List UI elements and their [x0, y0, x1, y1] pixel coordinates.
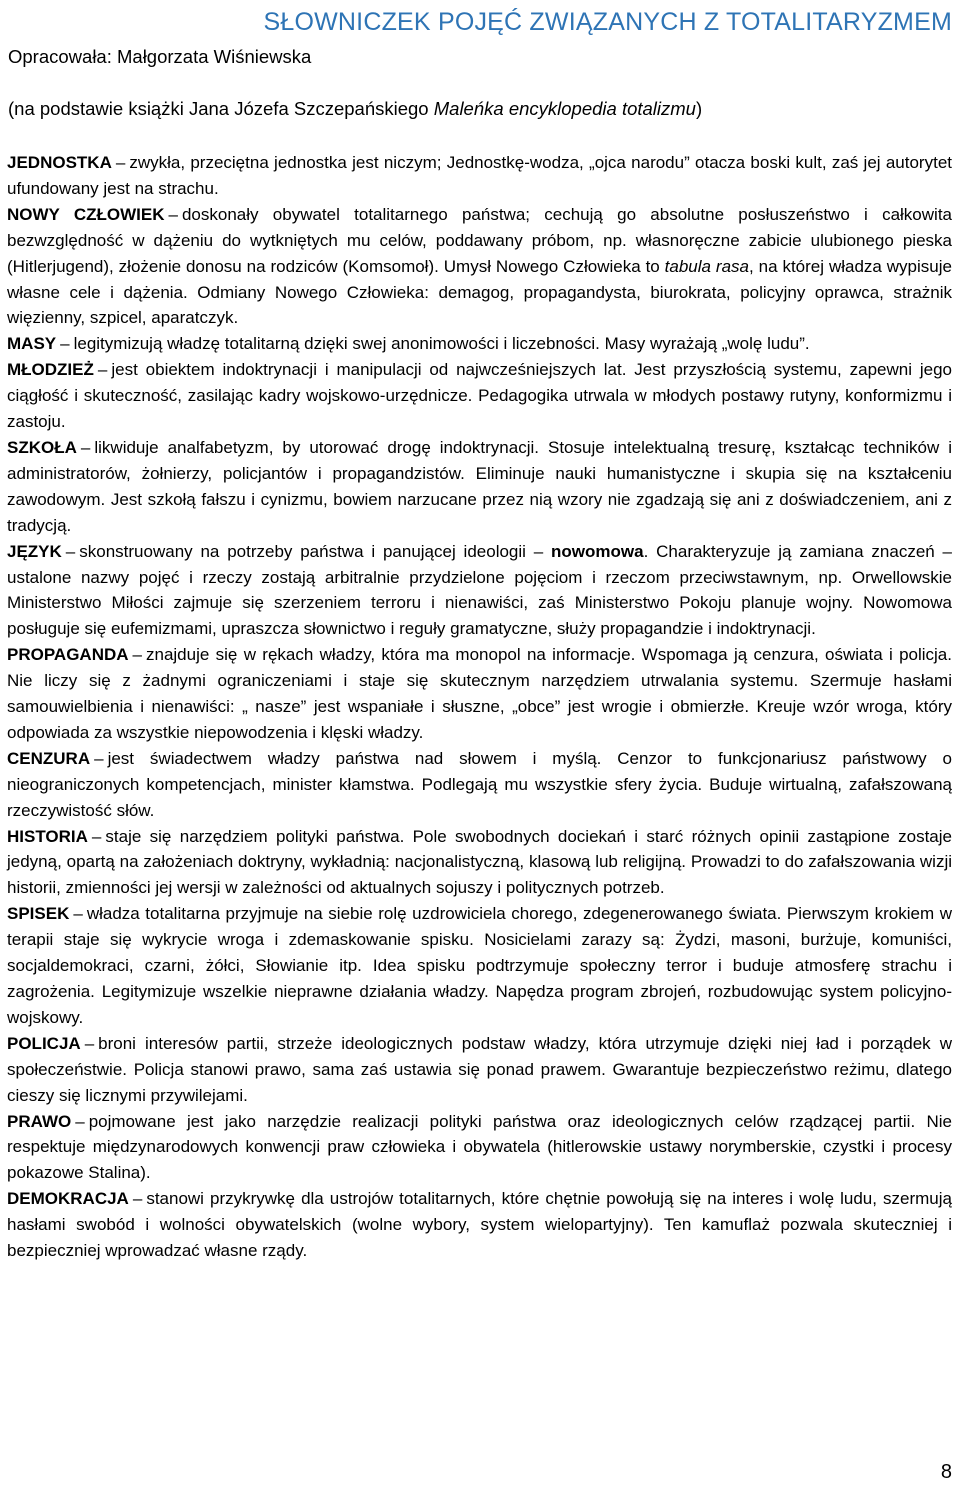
author-line: Opracowała: Małgorzata Wiśniewska	[8, 46, 312, 67]
entry-term: JĘZYK	[7, 541, 62, 561]
entry-definition: likwiduje analfabetyzm, by utorować drogę indoktrynacji. Stosuje intelektualną tresurę, kształcąc techników i administratorów, żołnierzy, policjantów i propagandzistów. Eliminuje nauki humanistyczne i skupia się na kształceniu zawodowym. Jest szkołą fałszu i cynizmu, bowiem narzucane przez nią wzory nie zgadzają się ani z doświadczeniem, ani z tradycją.	[7, 437, 952, 535]
entry-term: MASY	[7, 334, 57, 354]
document-title: SŁOWNICZEK POJĘĆ ZWIĄZANYCH Z TOTALITARYZMEM	[263, 8, 952, 36]
entry-term: JEDNOSTKA	[7, 153, 112, 172]
glossary-entry-szkola: SZKOŁA – likwiduje analfabetyzm, by utorować drogę indoktrynacji. Stosuje intelektualną tresurę, kształcąc techników i administratorów, żołnierzy, policjantów i propagandzistów. Eliminuje nauki humanistyczne i skupia się na kształceniu zawodowym. Jest szkołą fałszu i cynizmu, bowiem narzucane przez nią wzory nie zgadzają się ani z doświadczeniem, ani z tradycją.	[7, 437, 952, 535]
glossary-entry-cenzura: CENZURA – jest świadectwem władzy państwa nad słowem i myślą. Cenzor to funkcjonariusz państwowy o nieograniczonych kompetencjach, minister kłamstwa. Podlegają mu wszystkie sfery życia. Buduje wirtualną, zafałszowaną rzeczywistość słów.	[7, 748, 952, 820]
entry-term: POLICJA	[7, 1033, 81, 1053]
entry-definition-cont: . Charakteryzuje ją zamiana znaczeń – ustalone nazwy pojęć i rzeczy zostają arbitralnie przydzielone pojęciom i rzeczom przeciwstawnym, np. Orwellowskie Ministerstwo Miłości zajmuje się szerzeniem terroru i nienawiści, zaś Ministerstwo Pokoju planuje wojny. Nowomowa posługuje się eufemizmami, upraszcza słownictwo i reguły gramatyczne, służy propagandzie i indoktrynacji.	[7, 541, 952, 639]
entry-term: NOWY CZŁOWIEK	[7, 204, 165, 224]
glossary-entry-demokracja: DEMOKRACJA – stanowi przykrywkę dla ustrojów totalitarnych, które chętnie powołują się na interes i wolę ludu, szermują hasłami swobód i wolności obywatelskich (wolne wybory, system wielopartyjny). Ten kamuflaż pozwala skuteczniej i bezpieczniej wprowadzać własne rządy.	[7, 1189, 952, 1261]
glossary-entry-jezyk: JĘZYK – skonstruowany na potrzeby państwa i panującej ideologii – nowomowa. Charakteryzuje ją zamiana znaczeń – ustalone nazwy pojęć i rzeczy zostają arbitralnie przydzielone pojęciom i rzeczom przeciwstawnym, np. Orwellowskie Ministerstwo Miłości zajmuje się szerzeniem terroru i nienawiści, zaś Ministerstwo Pokoju planuje wojny. Nowomowa posługuje się eufemizmami, upraszcza słownictwo i reguły gramatyczne, służy propagandzie i indoktrynacji.	[7, 541, 952, 639]
entry-definition: legitymizują władzę totalitarną dzięki swej anonimowości i liczebności. Masy wyrażają „wolę ludu”.	[73, 334, 810, 354]
glossary-entry-nowy-czlowiek: NOWY CZŁOWIEK – doskonały obywatel totalitarnego państwa; cechują go absolutne posłuszeństwo i całkowita bezwzględność w dążeniu do wytkniętych mu celów, poddawany próbom, np. własnoręczne zabicie ulubionego pieska (Hitlerjugend), złożenie donosu na rodziców (Komsomoł). Umysł Nowego Człowieka to tabula rasa, na której władza wypisuje własne cele i dążenia. Odmiany Nowego Człowieka: demagog, propagandysta, biurokrata, policyjny oprawca, strażnik więzienny, szpicel, aparatczyk.	[7, 204, 952, 328]
entry-term: CENZURA	[7, 748, 91, 768]
entry-definition: władza totalitarna przyjmuje na siebie rolę uzdrowiciela chorego, zdegenerowanego świata. Pierwszym krokiem w terapii staje się wykrycie wroga i zdemaskowanie spisku. Nosicielami zarazy są: Żydzi, masoni, burżuje, komuniści, socjaldemokraci, czarni, żółci, Słowianie itp. Idea spisku podtrzymuje społeczny terror i buduje atmosferę strachu i zagrożenia. Legitymizuje wszelkie nieprawne działania władzy. Napędza program zbrojeń, rozbudowując system policyjno-wojskowy.	[7, 904, 952, 1027]
glossary-entry-prawo: PRAWO – pojmowane jest jako narzędzie realizacji polityki państwa oraz ideologicznych celów rządzącej partii. Nie respektuje międzynarodowych konwencji praw człowieka i obywatela (hitlerowskie ustawy norymberskie, czystki i procesy pokazowe Stalina).	[7, 1111, 952, 1183]
glossary-entry-masy: MASY – legitymizują władzę totalitarną dzięki swej anonimowości i liczebności. Masy wyrażają „wolę ludu”.	[7, 334, 810, 354]
glossary-entry-mlodziez: MŁODZIEŻ – jest obiektem indoktrynacji i manipulacji od najwcześniejszych lat. Jest przyszłością systemu, zapewni jego ciągłość i skuteczność, zasilając kadry wojskowo-urzędnicze. Pedagogika utrwala w młodych postawy rutyny, konformizmu i zastoju.	[7, 360, 952, 432]
entry-definition: doskonały obywatel totalitarnego państwa; cechują go absolutne posłuszeństwo i całkowita bezwzględność w dążeniu do wytkniętych mu celów, poddawany próbom, np. własnoręczne zabicie ulubionego pieska (Hitlerjugend), złożenie donosu na rodziców (Komsomoł). Umysł Nowego Człowieka to	[7, 204, 952, 276]
entry-definition: pojmowane jest jako narzędzie realizacji polityki państwa oraz ideologicznych celów rządzącej partii. Nie respektuje międzynarodowych konwencji praw człowieka i obywatela (hitlerowskie ustawy norymberskie, czystki i procesy pokazowe Stalina).	[7, 1111, 952, 1183]
glossary-entry-propaganda: PROPAGANDA – znajduje się w rękach władzy, która ma monopol na informacje. Wspomaga ją cenzura, oświata i policja. Nie liczy się z żadnymi ograniczeniami i staje się skutecznym narzędziem utrwalania systemu. Szermuje hasłami samouwielbienia i nienawiści: „ nasze” jest wspaniałe i słuszne, „obce” jest wrogie i obmierzłe. Kreuje wzór wroga, który odpowiada za wszystkie niepowodzenia i klęski władzy.	[7, 645, 952, 742]
entry-definition: broni interesów partii, strzeże ideologicznych podstaw władzy, która utrzymuje dzięki niej ład i porządek w społeczeństwie. Policja stanowi prawo, sama zaś ustawia się ponad prawem. Gwarantuje bezpieczeństwo reżimu, dlatego cieszy się licznymi przywilejami.	[7, 1033, 952, 1105]
entry-definition: staje się narzędziem polityki państwa. Pole swobodnych dociekań i starć różnych opinii zastąpione zostaje jedyną, opartą na założeniach doktryny, wykładnią: nacjonalistyczną, klasową lub religijną. Prowadzi to do zafałszowania wizji historii, zmienności jej wersji w zależności od aktualnych sojuszy i politycznych potrzeb.	[7, 826, 952, 898]
page-number: 8	[940, 1461, 952, 1483]
entry-definition-bold: nowomowa	[551, 541, 644, 561]
entry-definition: zwykła, przeciętna jednostka jest niczym; Jednostkę-wodza, „ojca narodu” otacza boski kult, zaś jej autorytet ufundowany jest na strachu.	[7, 153, 952, 198]
source-prefix: (na podstawie książki Jana Józefa Szczepańskiego	[8, 98, 434, 119]
entry-definition: znajduje się w rękach władzy, która ma monopol na informacje. Wspomaga ją cenzura, oświata i policja. Nie liczy się z żadnymi ograniczeniami i staje się skutecznym narzędziem utrwalania systemu. Szermuje hasłami samouwielbienia i nienawiści: „ nasze” jest wspaniałe i słuszne, „obce” jest wrogie i obmierzłe. Kreuje wzór wroga, który odpowiada za wszystkie niepowodzenia i klęski władzy.	[7, 645, 952, 742]
entry-term: DEMOKRACJA	[7, 1189, 129, 1209]
entry-definition: jest świadectwem władzy państwa nad słowem i myślą. Cenzor to funkcjonariusz państwowy o nieograniczonych kompetencjach, minister kłamstwa. Podlegają mu wszystkie sfery życia. Buduje wirtualną, zafałszowaną rzeczywistość słów.	[7, 748, 952, 820]
entry-term: MŁODZIEŻ	[7, 360, 94, 380]
entry-definition: skonstruowany na potrzeby państwa i panującej ideologii –	[79, 541, 552, 561]
entry-term: PRAWO	[7, 1111, 72, 1131]
glossary-entry-spisek: SPISEK – władza totalitarna przyjmuje na siebie rolę uzdrowiciela chorego, zdegenerowanego świata. Pierwszym krokiem w terapii staje się wykrycie wroga i zdemaskowanie spisku. Nosicielami zarazy są: Żydzi, masoni, burżuje, komuniści, socjaldemokraci, czarni, żółci, Słowianie itp. Idea spisku podtrzymuje społeczny terror i buduje atmosferę strachu i zagrożenia. Legitymizuje wszelkie nieprawne działania władzy. Napędza program zbrojeń, rozbudowując system policyjno-wojskowy.	[7, 904, 952, 1027]
entry-definition: jest obiektem indoktrynacji i manipulacji od najwcześniejszych lat. Jest przyszłością systemu, zapewni jego ciągłość i skuteczność, zasilając kadry wojskowo-urzędnicze. Pedagogika utrwala w młodych postawy rutyny, konformizmu i zastoju.	[7, 360, 952, 432]
entry-term: SPISEK	[7, 904, 70, 924]
entry-definition-italic: tabula rasa	[664, 256, 749, 276]
entry-term: PROPAGANDA	[7, 645, 129, 665]
glossary-entry-historia: HISTORIA – staje się narzędziem polityki państwa. Pole swobodnych dociekań i starć różnych opinii zastąpione zostaje jedyną, opartą na założeniach doktryny, wykładnią: nacjonalistyczną, klasową lub religijną. Prowadzi to do zafałszowania wizji historii, zmienności jej wersji w zależności od aktualnych sojuszy i politycznych potrzeb.	[7, 826, 952, 898]
source-note	[8, 98, 702, 120]
glossary-entry-policja: POLICJA – broni interesów partii, strzeże ideologicznych podstaw władzy, która utrzymuje dzięki niej ład i porządek w społeczeństwie. Policja stanowi prawo, sama zaś ustawia się ponad prawem. Gwarantuje bezpieczeństwo reżimu, dlatego cieszy się licznymi przywilejami.	[7, 1033, 952, 1105]
entry-definition: stanowi przykrywkę dla ustrojów totalitarnych, które chętnie powołują się na interes i wolę ludu, szermują hasłami swobód i wolności obywatelskich (wolne wybory, system wielopartyjny). Ten kamuflaż pozwala skuteczniej i bezpieczniej wprowadzać własne rządy.	[7, 1189, 952, 1261]
source-suffix: )	[695, 98, 703, 119]
entry-term: HISTORIA	[7, 826, 88, 846]
glossary-entries	[7, 150, 952, 1264]
source-book-title: Maleńka encyklopedia totalizmu	[433, 98, 696, 119]
entry-term: SZKOŁA	[7, 437, 77, 457]
entry-definition-cont: , na której władza wypisuje własne cele i dążenia. Odmiany Nowego Człowieka: demagog, propagandysta, biurokrata, policyjny oprawca, strażnik więzienny, szpicel, aparatczyk.	[7, 256, 952, 328]
glossary-entry-jednostka: JEDNOSTKA – zwykła, przeciętna jednostka jest niczym; Jednostkę-wodza, „ojca narodu” otacza boski kult, zaś jej autorytet ufundowany jest na strachu.	[7, 153, 952, 198]
